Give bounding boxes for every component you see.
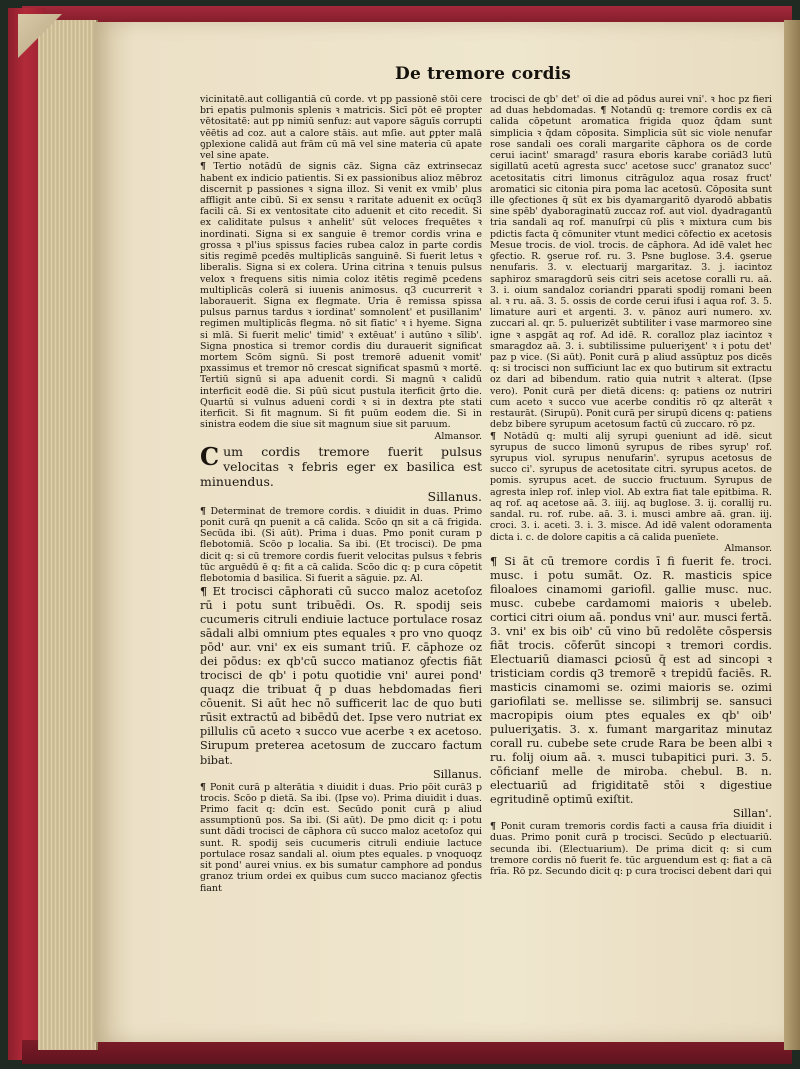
paragraph-text: Notandū q: tremore cordis ex cā calida cōpetunt aromatica frigida quoz q̄dam sunt simplicia ꝛ q̄dam cōposita. Simplicia sūt sic viole nenufar rose sandali oes corali margarite cāphora os de corde cerui iacint' smaragd' rasura eboris karabe coriād3 lutū sigillatū acetū agresta succ' acetose succ' granatoz succ' acetositatis citri limonus citrāguloz aqua rosaz fruct' aromatici sic citonia pira poma lac acetosū. Cōposita sunt ille ꝯfectiones q̄ sūt ex bis dyamargaritō dyarodō abbatis sine spēb' dyaboraginatū zuccaz rof. aut viol. dyadragantū tria sandali aq rof. manuſrpi cū plis ꝛ mixtura cum bis pdictis facta q̄ cōmuniter vtunt medici cōfectio ex acetosis Mesue trocis. de viol. trocis. de cāphora. Ad idē valet hec ꝯfectio. R. ꝯserue rof. ru. 3. Psne buglose. 3.4. ꝯserue nenufaris. 3. v. electuarij margaritaz. 3. j. iacintoz saphiroz smaragdorū seis citri seis acetose coralli ru. aā. 3. i. oium sandaloz coriandri pparati spodij romani been al. ꝛ ru. aā. 3. 5. ossis de corde cerui ifusi i aqua rof. 3. 5. limature auri et argenti. 3. v. pānoz auri numero. xv. zuccari al. qr. 5. puluerizēt subtiliter i vase marmoreo sine igne ꝛ aspgāt aq rof. Ad idē. R. coralloz plaz iacintoz ꝛ smaragdoz aā. 3. i. subtilissime pulueriʒent' ꝛ i potu det' paz p vice. (Si aūt). Ponit curā p aliud assūptuz pos dicēs q: si trocisci non sufficiunt lac ex quo butirum sit extractu oz dari ad bibendum. ratio quia nutrit ꝛ alterat. (Ipse vero). Ponit curā per dietā dicens: q: patiens oz nutriri cum aceto ꝛ succo vue acerbe conditis rō qz alterāt ꝛ restaurāt. (Sirupū). Ponit curā per sirupū dicens q: patiens debz bibere syrupum acetosum factū cū zuccaro. rō pz. [490, 105, 773, 431]
book-cover-bottom [22, 1040, 792, 1064]
caput-text: um cordis tremore fuerit pulsus velocitas ꝛ febris eger ex basilica est minuendus. [200, 443, 482, 489]
paragraph-text: Ponit curā p alterātia ꝛ diuidit i duas. Prio pōit curā3 p trocis. Scōo p dietā. Sa ibi. (Ipse vo). Prima diuidit i duas. Primo facit q: dcīn est. Secūdo ponit curā p aliud assumptionū pos. Sa ibi. (Si aūt). De pmo dicit q: i potu sunt dādi trocisci de cāphora cū succo maloz acetoſoz qui sunt. R. spodij seis cucumeris citruli endiuie lactuce portulace rosaz sandali al. oium ptes equales. p vnoquoqz sit pond' aurei vnius. ex bis sumatur camphore ad pondus granoz trium ordei ex quibus cum succo macianoz ꝯfectis fiant [200, 781, 482, 894]
initial-letter: C [200, 441, 220, 471]
text-caput [200, 441, 482, 504]
right-column [490, 94, 772, 877]
page-edges [38, 20, 98, 1050]
paragraph [200, 782, 482, 894]
facing-page-edge [784, 20, 800, 1050]
paragraph-text: Si āt cū tremore cordis ī fi fuerit fe. troci. musc. i potu sumāt. Oz. R. masticis spice filoaloes cinamomi gariofil. gallie musc. nuc. musc. cubebe cardamomi maioris ꝛ ubeleb. cortici citri oium aā. pondus vni' aur. musci fertā. 3. vni' ex bis oib' cū vino bū redolēte cōspersis fiāt trocis. cōferūt sincopi ꝛ tremori cordis. Electuariū diamasci ꝑciosū q̄ est ad sincopi ꝛ tristiciam cordis q3 tremorē ꝛ trepidū faciēs. R. masticis cinamomi se. ozimi maioris se. ozimi gariofilati se. mellisse se. silimbrij se. sansuci macropipis oium ptes equales ex qb' oib' pulueriʒatis. 3. x. fumant margaritaz minutaz corall ru. cubebe sete crude Rara be been albi ꝛ ru. folij oium aā. ꝛ. musci tubapitici puri. 3. 5. cōficianf melle de miroba. chebul. B. n. electuariū ad frigiditatē stōi ꝛ digestiue egritudinē optimū exiſtit. [490, 554, 773, 807]
commentator-rubric: Sillan'. [732, 807, 772, 821]
paragraph [490, 821, 772, 877]
source-rubric: Almansor. [434, 430, 482, 442]
paragraph [490, 94, 772, 431]
paragraph-text: Ponit curam tremoris cordis facti a causa frīa diuidit i duas. Primo ponit curā p trocisci. Secūdo p electuariū. secunda ibi. (Electuarium). De prima dicit q: si cum tremore cordis nō fuerit fe. tūc arguendum est q: fiat a cā frīa. Rō pz. Secundo dicit q: p cura trocisci debent dari qui [490, 821, 772, 878]
paragraph [200, 506, 482, 585]
paragraph-mark-icon: ¶ [200, 781, 207, 793]
paragraph-mark-icon: ¶ [200, 161, 207, 173]
paragraph [490, 431, 772, 554]
paragraph-mark-icon: ¶ [490, 821, 497, 833]
paragraph-text: Determinat de tremore cordis. ꝛ diuidit in duas. Primo ponit curā qn puenit a cā calida. Scōo qn sit a cā frigida. Secūda ibi. (Si aūt). Prima i duas. Pmo ponit curam p flebotomiā. Scōo p localia. Sa ibi. (Et trocisci). De pma dicit q: si cū tremore cordis fuerit velocitas pulsus ꝛ febris tūc arguēdū ē q: fit a cā calida. Scōo dic q: p cura cōpetit flebotomia d basilica. Si fuerit a sāguie. pz. [200, 505, 482, 585]
paragraph-text: Et trocisci cāphorati cū succo maloz acetoſoz rū i potu sunt tribuēdi. Os. R. spodij seis cucumeris citruli endiuie lactuce portulace rosaz sādali albi omnium ptes equales ꝛ pro vno quoqz pōd' aur. vni' ex eis sumant triū. F. cāphoze oz dei pōdus: ex qb'cū succo matianoz ꝯfectis fiāt trocisci de qb' i potu quotidie vni' aurei pond' quaqz die tribuat q̄ p duas hebdomadas fieri cōuenit. Si aūt hec nō sufficerit lac de quo buti rūsit extractū ad bibēdū det. Ipse vero nutriat ex pillulis cū aceto ꝛ succo vue acerbe ꝛ ex acetoso. Sirupum preterea acetosum de zuccaro factum bibat. [200, 585, 482, 767]
left-column [200, 94, 482, 894]
paragraph-mark-icon: ¶ [200, 505, 207, 517]
source-rubric: Almansor. [724, 542, 772, 554]
source-rubric: Al. [410, 573, 423, 585]
paragraph-text: Tertio notādū de signis cāz. Signa cāz extrinsecaz habent ex indicio patientis. Si ex passionibus alioz mēbroz discernit p passiones ꝛ signa illoz. Si venit ex vmib' plus affligit ante cibū. Si ex sensu ꝛ raritate aduenit ex ocūq3 facili cā. Si ex ventositate cito aduenit et cito recedit. Si ex caliditate pulsus ꝛ anhelit' sūt veloces frequētes ꝛ inordinati. Signa si ex sanguie ē tremor cordis vrina e grossa ꝛ pl'ius spissus facies rubea caloz in parte cordis sitis regimē pcedēs multiplicās sanguinē. Si fuerit letus ꝛ liberalis. Signa si ex colera. Urina citrina ꝛ tenuis pulsus velox ꝛ frequens sitis nimia coloz itētis regimē pcedens multiplicās colerā si iuuenis animosus. q3 cucurrerit ꝛ laborauerit. Signa ex flegmate. Uria ē remissa spissa pulsus parnus tardus ꝛ iordinat' somnolent' et pusillanim' regimen multiplicās flegma. nō sit fīatic' ꝛ i hyeme. Signa si mlā. Si fuerit melic' timid' ꝛ extēuat' i autūno ꝛ sīlib'. Signa pnostica si tremor cordis diu durauerit significat mortem Scōm signū. Si post tremorē aduenit vomit' pxassimus et tremor nō crescat significat spasmū ꝛ mortē. Tertiū signū si apa aduenit cordi. Si magnū ꝛ calidū interficit eodē die. Si pūū sicut pustula iterficit ḡrto die. Quartū si vulnus adueni cordi ꝛ si in dextra pte stati iterficit. Si fit magnum. Si fit puūm eodem die. Si in sinistra eodem die siue sit magnum siue sit paruum. [200, 161, 482, 431]
paragraph-text: Notādū q: multi alij syrupi ꝯueniunt ad idē. sicut syrupus de succo limonū syrupus de ribes syrup' rof. syrupus viol. syrupus nenufarin'. syrupus acetosus de succo ci'. syrupus de acetositate citri. syrupus acetos. de pomis. syrupus acet. de succio fructuum. Syrupus de agresta inlep rof. inlep viol. Ab extra fiat tale epitbima. R. aq rof. aq acetose aā. 3. iiij. aq buglose. 3. ij. corallij ru. sandal. ru. rof. rube. aā. 3. i. musci ambre aā. gran. iij. croci. 3. i. aceti. 3. i. 3. misce. Ad idē valent odoramenta dicta i. c. de dolore capitis a cā calida puenīete. [490, 430, 773, 543]
paragraph-mark-icon: ¶ [490, 553, 498, 568]
paragraph-mark-icon: ¶ [200, 584, 208, 599]
paragraph-text: trocisci de qb' det' oī die ad pōdus aurei vni'. ꝛ hoc pz fieri ad duas hebdomadas. [490, 94, 772, 117]
running-header: De tremore cordis [395, 64, 572, 84]
paragraph [490, 554, 772, 821]
paragraph [200, 584, 482, 781]
paragraph-mark-icon: ¶ [600, 105, 607, 117]
paragraph-text: vicinitatē.aut colligantiā cū corde. vt pp passionē stōi cere bri epatis pulmonis splenis ꝛ matricis. Sicī pōt eē propter vētositatē: aut pp nimiū senfuz: aut vapore sāguīs corrupti vēētis ad coz. aut a calore stāis. aut mſie. aut ꝑpter malā ꝯplexione calidā aut frām cū mā vel sine materia cū apate vel sine apate. [200, 94, 482, 162]
commentator-rubric: Sillanus. [432, 767, 482, 781]
paragraph [200, 161, 482, 441]
commentator-rubric: Sillanus. [427, 488, 482, 504]
paragraph [200, 94, 482, 161]
paragraph-mark-icon: ¶ [490, 430, 497, 442]
